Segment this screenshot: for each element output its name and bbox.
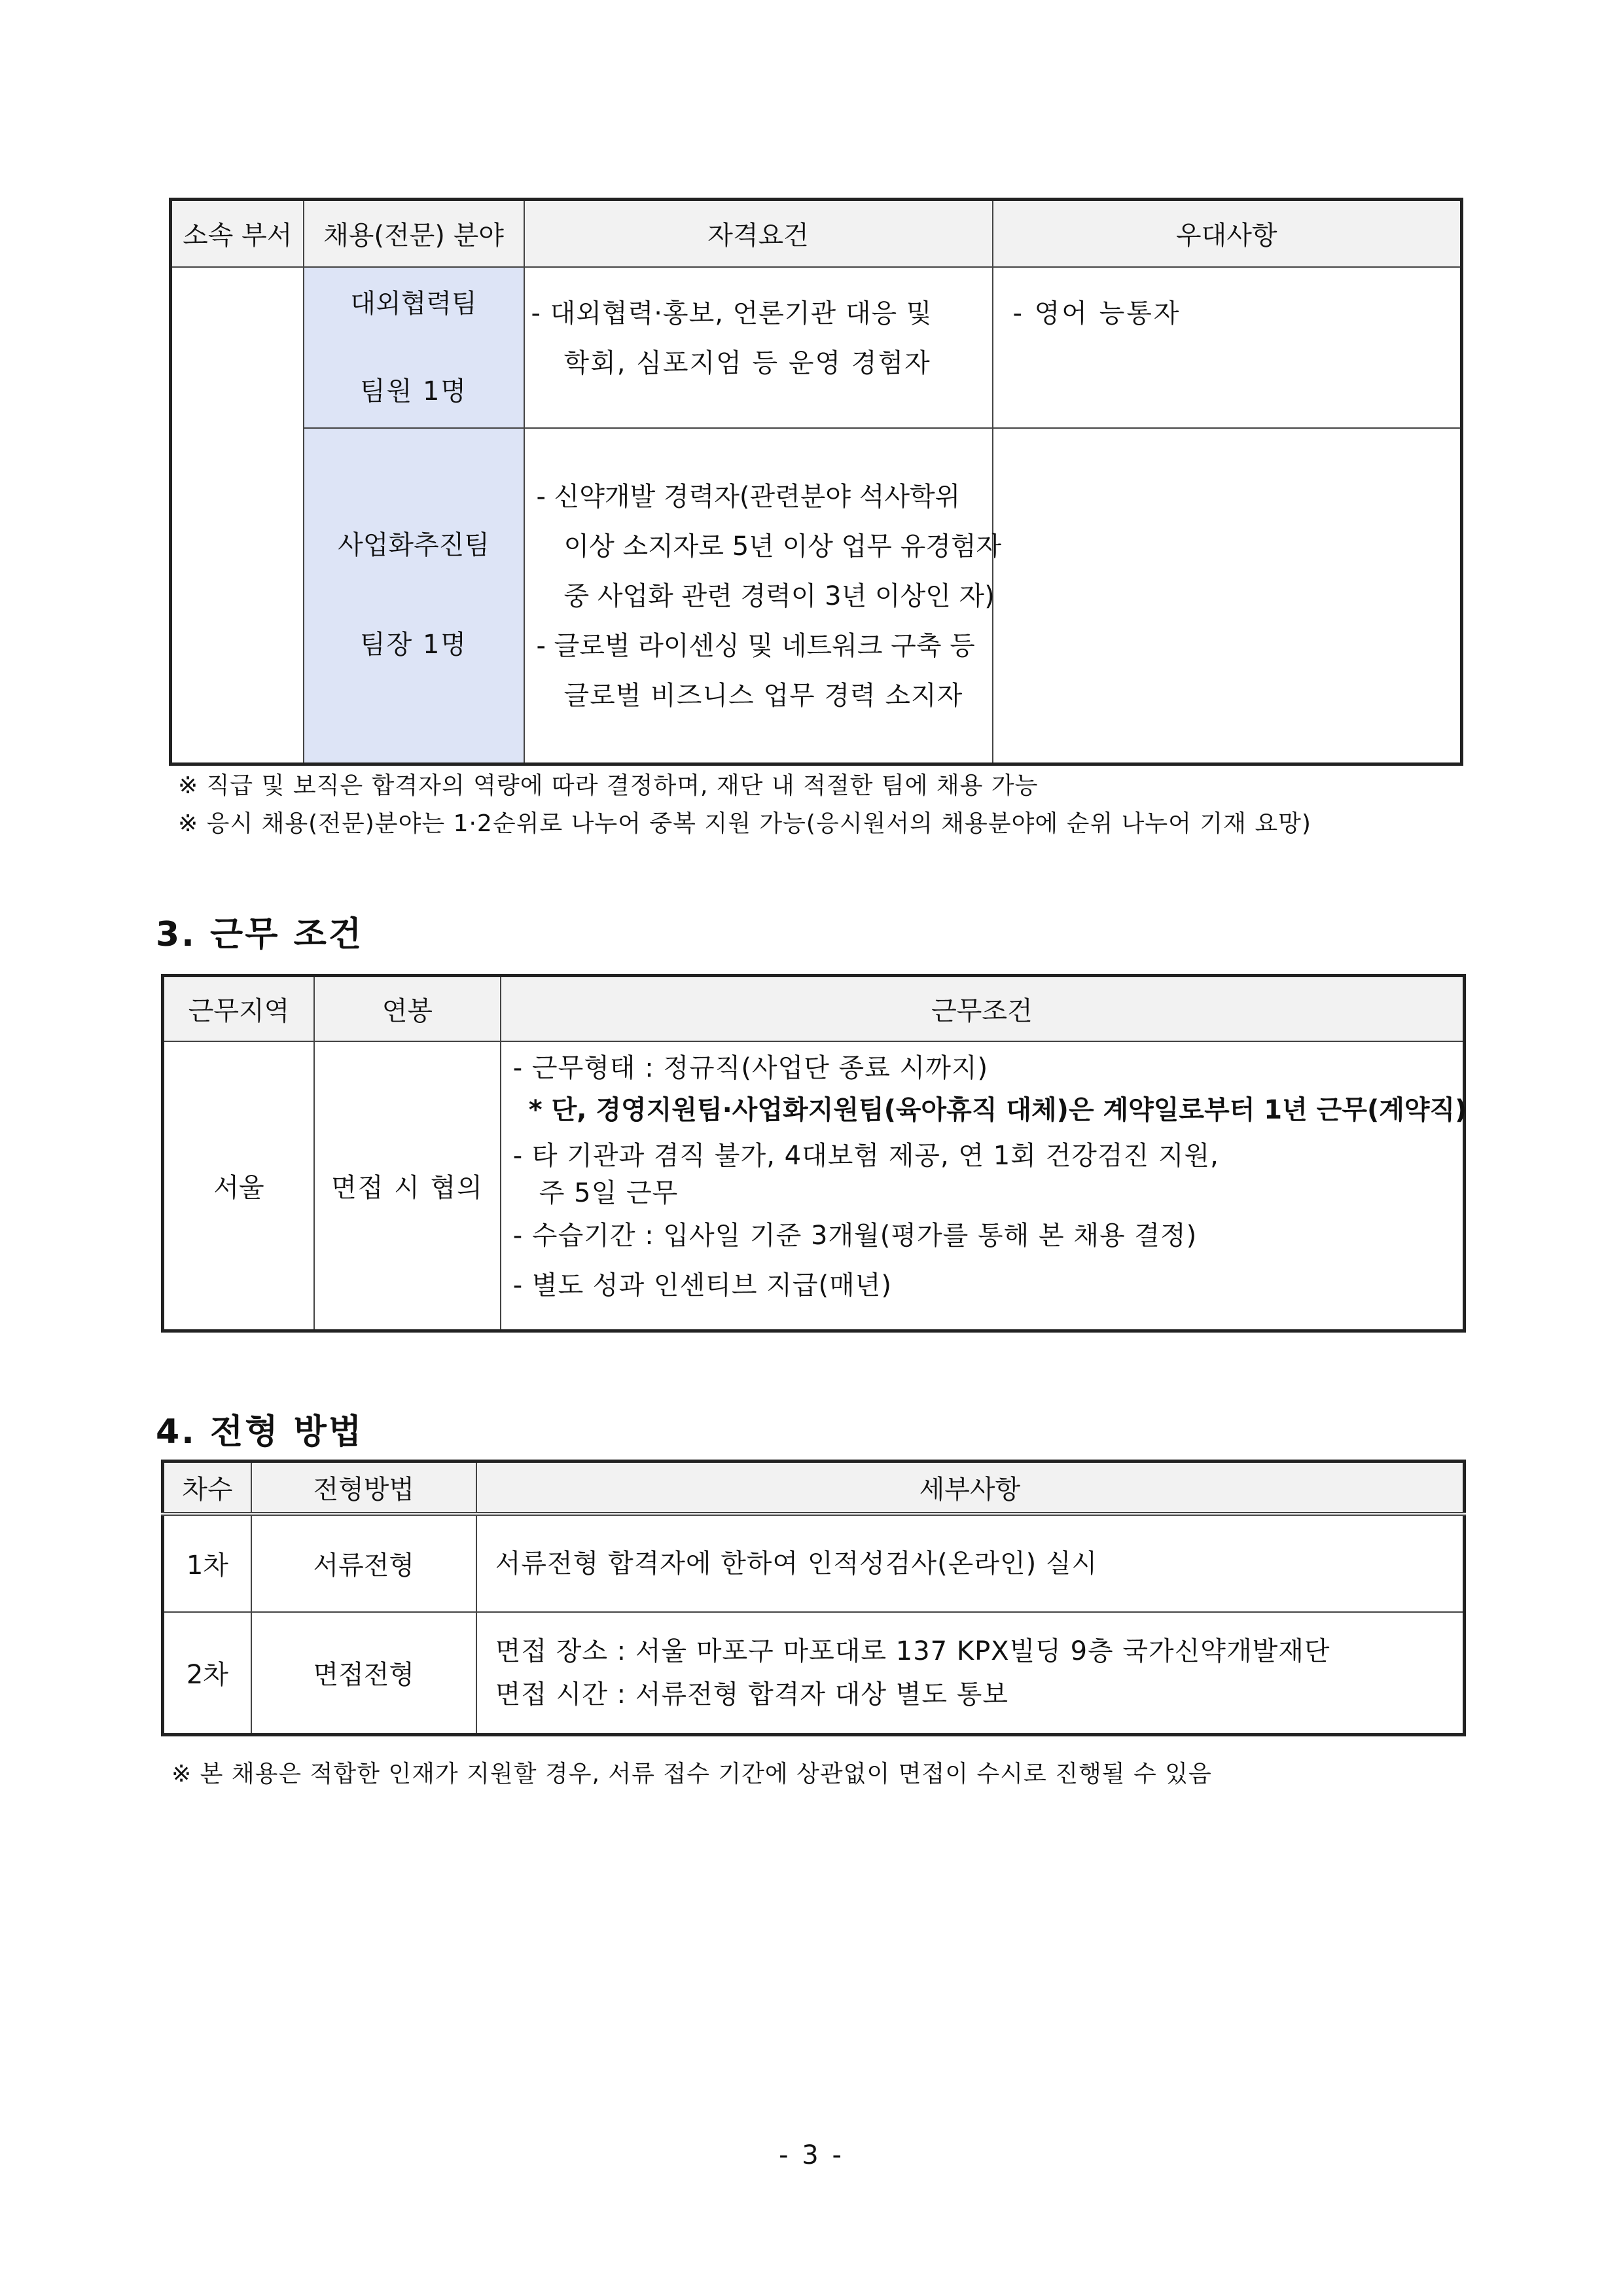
preferred-line: - 영어 능통자 (1012, 298, 1181, 329)
requirements-cell (524, 267, 993, 428)
note-rolling-interview: ※ 본 채용은 적합한 인재가 지원할 경우, 서류 접수 기간에 상관없이 면접이 수시로 진행될 수 있음 (171, 1761, 1212, 1787)
detail-line: 서류전형 합격자에 한하여 인적성검사(온라인) 실시 (495, 1548, 1098, 1579)
team-name: 대외협력팀 (350, 288, 477, 319)
requirement-line: - 대외협력·홍보, 언론기관 대응 및 (531, 298, 933, 329)
requirement-line: 이상 소지자로 5년 이상 업무 유경험자 (563, 531, 1002, 562)
header-method: 전형방법 (251, 1462, 476, 1514)
details-cell (476, 1514, 1465, 1612)
condition-line: - 별도 성과 인센티브 지급(매년) (512, 1270, 892, 1300)
detail-line: 면접 장소 : 서울 마포구 마포대로 137 KPX빌딩 9층 국가신약개발재단 (495, 1636, 1330, 1666)
condition-line: - 근무형태 : 정규직(사업단 종료 시까지) (512, 1052, 989, 1083)
details-cell (476, 1612, 1465, 1735)
header-round: 차수 (163, 1462, 251, 1514)
preferred-cell (993, 267, 1462, 428)
condition-line: 주 5일 근무 (539, 1177, 679, 1208)
work-conditions-table (161, 974, 1466, 1333)
conditions-cell (501, 1041, 1465, 1331)
page-number: - 3 - (779, 2140, 844, 2170)
header-requirements: 자격요건 (524, 200, 993, 267)
condition-line: - 수습기간 : 입사일 기준 3개월(평가를 통해 본 채용 결정) (512, 1220, 1198, 1251)
requirement-line: - 신약개발 경력자(관련분야 석사학위 (536, 481, 961, 512)
section-title-selection: 4. 전형 방법 (156, 1412, 364, 1452)
requirement-line: 글로벌 비즈니스 업무 경력 소지자 (563, 680, 963, 711)
team-name: 사업화추진팀 (338, 529, 490, 560)
field-cell-business (304, 428, 524, 764)
dept-cell (171, 267, 304, 764)
requirement-line: 학회, 심포지엄 등 운영 경험자 (563, 348, 931, 378)
requirements-cell (524, 428, 1002, 764)
round-cell: 1차 (163, 1514, 251, 1612)
recruitment-field-table (169, 198, 1463, 766)
salary-cell: 면접 시 협의 (314, 1041, 501, 1331)
field-cell-external (304, 267, 524, 428)
header-dept: 소속 부서 (171, 200, 304, 267)
header-salary: 연봉 (314, 976, 501, 1041)
team-position: 팀원 1명 (359, 376, 468, 406)
method-cell: 면접전형 (251, 1612, 476, 1735)
method-cell: 서류전형 (251, 1514, 476, 1612)
header-details: 세부사항 (476, 1462, 1465, 1514)
preferred-cell (993, 428, 1462, 764)
section-title-work-conditions: 3. 근무 조건 (156, 915, 364, 954)
requirement-line: - 글로벌 라이센싱 및 네트워크 구축 등 (536, 630, 975, 661)
selection-process-table (161, 1460, 1466, 1736)
header-conditions: 근무조건 (501, 976, 1465, 1041)
header-field: 채용(전문) 분야 (304, 200, 524, 267)
condition-note: * 단, 경영지원팀·사업화지원팀(육아휴직 대체)은 계약일로부터 1년 근무(계약직) (528, 1094, 1467, 1125)
note-position: ※ 직급 및 보직은 합격자의 역량에 따라 결정하며, 재단 내 적절한 팀에 채용 가능 (178, 772, 1039, 799)
round-cell: 2차 (163, 1612, 251, 1735)
location-cell: 서울 (163, 1041, 315, 1331)
team-position: 팀장 1명 (359, 629, 468, 660)
requirement-line: 중 사업화 관련 경력이 3년 이상인 자) (563, 581, 995, 611)
note-duplicate-apply: ※ 응시 채용(전문)분야는 1·2순위로 나누어 중복 지원 가능(응시원서의 채용분야에 순위 나누어 기재 요망) (178, 810, 1311, 837)
header-location: 근무지역 (163, 976, 315, 1041)
header-preferred: 우대사항 (993, 200, 1462, 267)
detail-line: 면접 시간 : 서류전형 합격자 대상 별도 통보 (495, 1679, 1009, 1710)
condition-line: - 타 기관과 겸직 불가, 4대보험 제공, 연 1회 건강검진 지원, (512, 1140, 1219, 1171)
